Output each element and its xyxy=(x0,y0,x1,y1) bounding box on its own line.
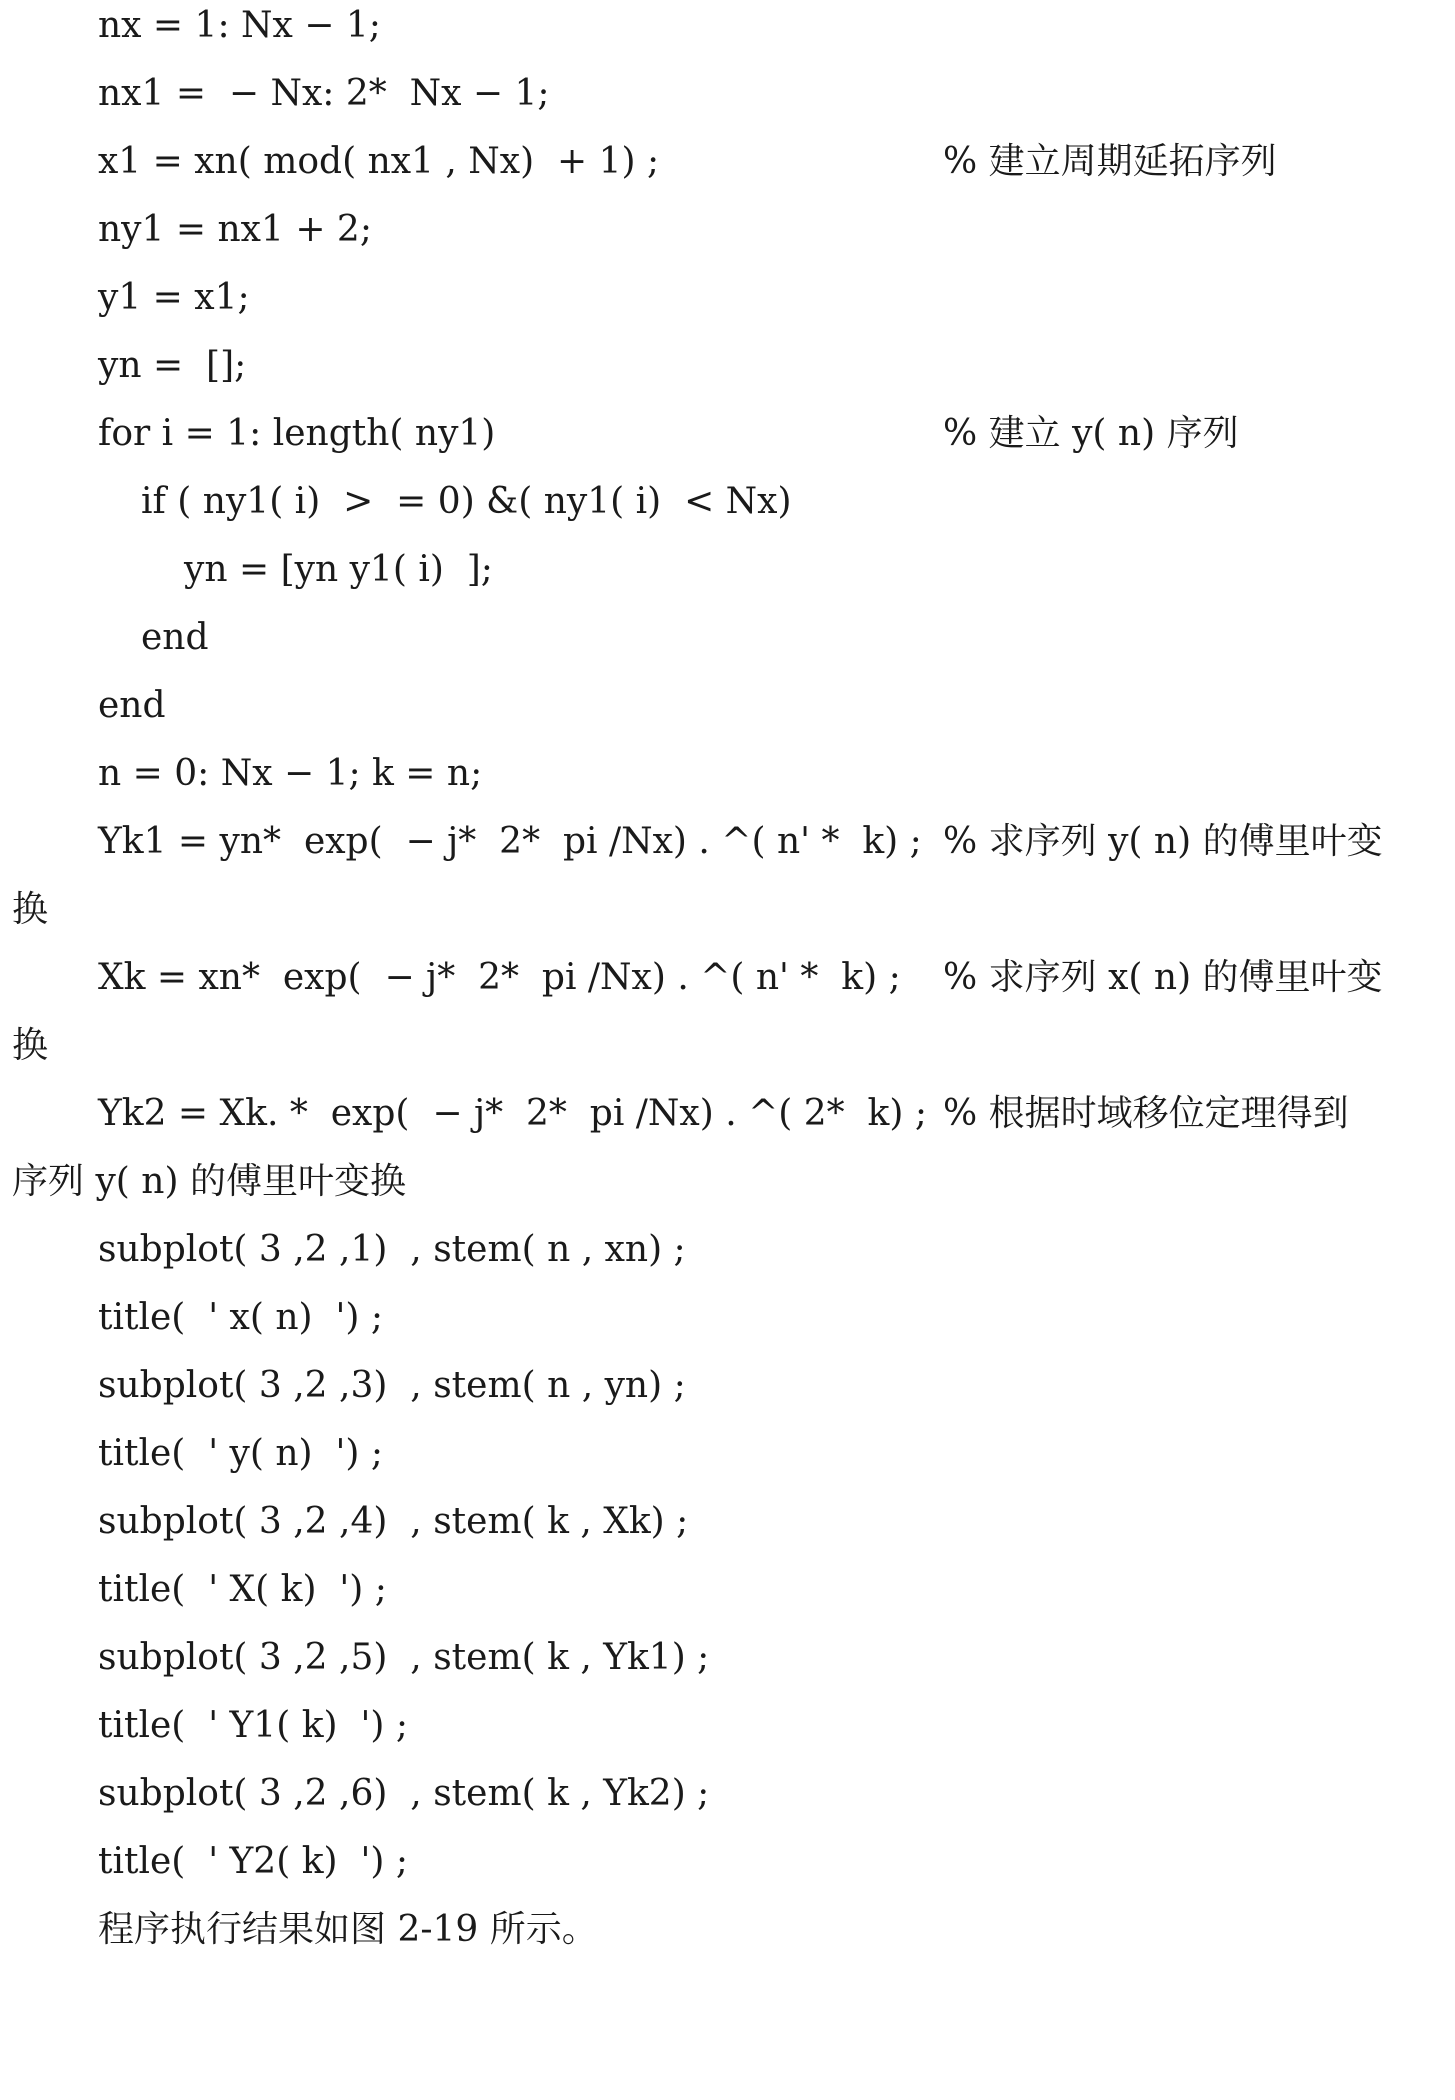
code-line xyxy=(0,332,1455,400)
code-line xyxy=(0,196,1455,264)
code-line xyxy=(0,1352,1455,1420)
code-line xyxy=(0,400,1455,468)
code-line xyxy=(0,536,1455,604)
code-line xyxy=(0,740,1455,808)
code-line xyxy=(0,672,1455,740)
code-text: n = 0: Nx − 1; k = n; xyxy=(98,753,483,794)
comment-continuation xyxy=(0,1148,1455,1216)
code-text: for i = 1: length( ny1) xyxy=(98,413,496,454)
code-line xyxy=(0,468,1455,536)
code-text: y1 = x1; xyxy=(98,277,250,318)
code-line xyxy=(0,264,1455,332)
comment-wrap-text: 换 xyxy=(12,1025,49,1066)
code-text: title( ' Y2( k) ') ; xyxy=(98,1841,408,1882)
code-line xyxy=(0,1692,1455,1760)
code-text: subplot( 3 ,2 ,6) , stem( k , Yk2) ; xyxy=(98,1773,710,1814)
comment-wrap-text: 换 xyxy=(12,889,49,930)
code-line xyxy=(0,128,1455,196)
code-comment: % 求序列 x( n) 的傅里叶变 xyxy=(943,957,1383,998)
code-line xyxy=(0,944,1455,1012)
code-text: Xk = xn* exp( − j* 2* pi /Nx) . ^( n' * k) ; xyxy=(98,957,901,998)
code-comment: % 根据时域移位定理得到 xyxy=(943,1093,1349,1134)
code-text: yn = []; xyxy=(98,345,247,386)
code-text: title( ' X( k) ') ; xyxy=(98,1569,387,1610)
code-comment: % 建立 y( n) 序列 xyxy=(943,413,1239,454)
code-text: subplot( 3 ,2 ,4) , stem( k , Xk) ; xyxy=(98,1501,689,1542)
code-line xyxy=(0,1624,1455,1692)
code-line xyxy=(0,808,1455,876)
code-text: subplot( 3 ,2 ,3) , stem( n , yn) ; xyxy=(98,1365,686,1406)
body-paragraph xyxy=(0,1896,1455,1964)
code-text: x1 = xn( mod( nx1 , Nx) + 1) ; xyxy=(98,141,660,182)
code-text: end xyxy=(141,617,209,658)
code-text: Yk2 = Xk. * exp( − j* 2* pi /Nx) . ^( 2* k) ; xyxy=(98,1093,927,1134)
code-text: end xyxy=(98,685,166,726)
code-text: ny1 = nx1 + 2; xyxy=(98,209,372,250)
code-line xyxy=(0,1284,1455,1352)
code-text: Yk1 = yn* exp( − j* 2* pi /Nx) . ^( n' * k) ; xyxy=(98,821,922,862)
code-text: title( ' x( n) ') ; xyxy=(98,1297,383,1338)
code-comment: % 建立周期延拓序列 xyxy=(943,141,1277,182)
comment-wrap-text: 序列 y( n) 的傅里叶变换 xyxy=(12,1161,406,1202)
code-line xyxy=(0,1420,1455,1488)
code-comment: % 求序列 y( n) 的傅里叶变 xyxy=(943,821,1383,862)
code-text: title( ' y( n) ') ; xyxy=(98,1433,383,1474)
code-text: subplot( 3 ,2 ,1) , stem( n , xn) ; xyxy=(98,1229,686,1270)
code-line xyxy=(0,60,1455,128)
comment-continuation xyxy=(0,1012,1455,1080)
code-line xyxy=(0,1556,1455,1624)
comment-continuation xyxy=(0,876,1455,944)
code-text: nx1 = − Nx: 2* Nx − 1; xyxy=(98,73,550,114)
code-text: title( ' Y1( k) ') ; xyxy=(98,1705,408,1746)
code-line xyxy=(0,1216,1455,1284)
code-line xyxy=(0,0,1455,60)
code-line xyxy=(0,1760,1455,1828)
code-text: nx = 1: Nx − 1; xyxy=(98,5,381,46)
code-line xyxy=(0,1488,1455,1556)
code-text: yn = [yn y1( i) ]; xyxy=(184,549,493,590)
code-line xyxy=(0,604,1455,672)
code-text: if ( ny1( i) > = 0) &( ny1( i) < Nx) xyxy=(141,481,792,522)
code-line xyxy=(0,1828,1455,1896)
paragraph-text: 程序执行结果如图 2-19 所示。 xyxy=(98,1909,598,1950)
code-text: subplot( 3 ,2 ,5) , stem( k , Yk1) ; xyxy=(98,1637,710,1678)
code-line xyxy=(0,1080,1455,1148)
